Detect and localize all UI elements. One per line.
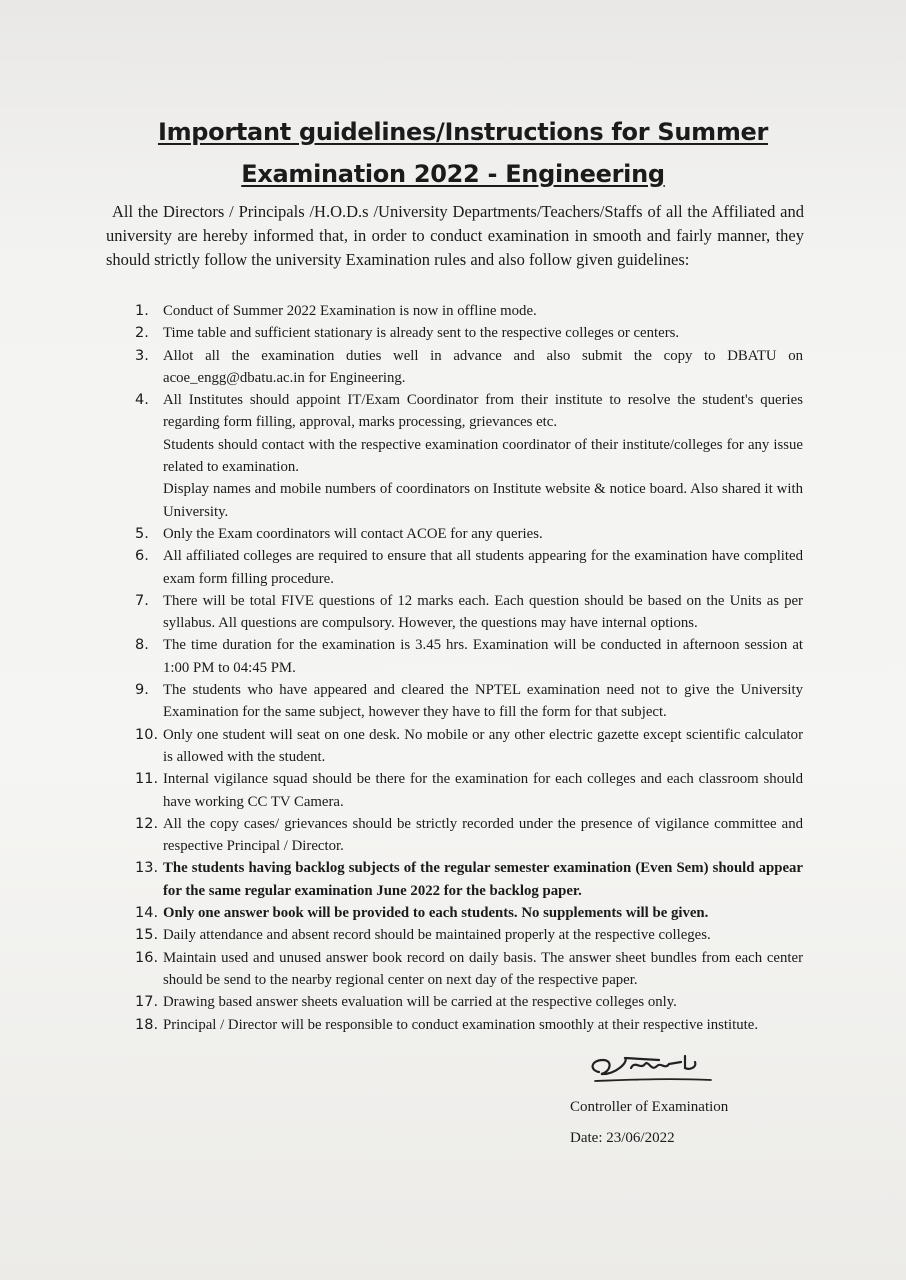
guideline-text: Daily attendance and absent record should be maintained properly at the respective colleges.: [163, 927, 711, 944]
guideline-number: 5.: [135, 525, 149, 542]
guideline-text: Internal vigilance squad should be there for the examination for each colleges and each classroom should have working CC TV Camera.: [163, 771, 803, 810]
guideline-item-3: [135, 345, 803, 390]
guideline-text: The students who have appeared and cleared the NPTEL examination need not to give the University Examination for the same subject, however they have to fill the form for that subject.: [163, 682, 803, 721]
guideline-text: All Institutes should appoint IT/Exam Coordinator from their institute to resolve the student's queries regarding form filling, approval, marks processing, grievances etc.: [163, 392, 803, 431]
guideline-text: The students having backlog subjects of the regular semester examination (Even Sem) should appear for the same regular examination June 2022 for the backlog paper.: [163, 860, 803, 899]
guideline-text: The time duration for the examination is 3.45 hrs. Examination will be conducted in afternoon session at 1:00 PM to 04:45 PM.: [163, 637, 803, 676]
guideline-text: Only the Exam coordinators will contact ACOE for any queries.: [163, 525, 543, 542]
document-title-line-2: Examination 2022 - Engineering: [241, 160, 665, 188]
guideline-number: 10.: [135, 726, 159, 743]
guideline-number: 11.: [135, 771, 159, 788]
guideline-number: 4.: [135, 392, 149, 409]
guideline-item-12: [135, 813, 803, 858]
guideline-text: Principal / Director will be responsible to conduct examination smoothly at their respective institute.: [163, 1016, 759, 1033]
guideline-number: 17.: [135, 994, 159, 1011]
guideline-number: 3.: [135, 347, 149, 364]
guideline-item-4: [135, 389, 803, 523]
guideline-item-17: [135, 991, 803, 1013]
guideline-text: Conduct of Summer 2022 Examination is now in offline mode.: [163, 303, 537, 319]
guideline-number: 14.: [135, 905, 159, 922]
document-date: Date: 23/06/2022: [570, 1130, 675, 1146]
guideline-item-18: [135, 1014, 803, 1036]
guideline-text-group: [163, 389, 803, 523]
guideline-item-5: [135, 523, 803, 545]
guideline-number: 7.: [135, 592, 149, 609]
guideline-text: Only one student will seat on one desk. No mobile or any other electric gazette except scientific calculator is allowed with the student.: [163, 726, 803, 765]
guideline-item-6: [135, 545, 803, 590]
guideline-item-15: [135, 924, 803, 946]
guideline-number: 2.: [135, 325, 149, 342]
guideline-item-2: [135, 322, 803, 344]
guideline-item-9: [135, 679, 803, 724]
guideline-number: 8.: [135, 637, 149, 654]
guideline-number: 16.: [135, 949, 159, 966]
guideline-text: There will be total FIVE questions of 12 marks each. Each question should be based on the Units as per syllabus. All questions are compulsory. However, the questions may have internal options.: [163, 592, 803, 632]
signatory-designation: Controller of Examination: [570, 1099, 729, 1115]
guideline-text: All affiliated colleges are required to ensure that all students appearing for the examination have complited exam form filling procedure.: [163, 548, 803, 587]
guideline-text: Allot all the examination duties well in advance and also submit the copy to DBATU on acoe_engg@dbatu.ac.in for Engineering.: [163, 347, 803, 386]
guideline-text-continued: Students should contact with the respective examination coordinator of their institute/colleges for any issue related to examination.: [163, 436, 803, 476]
guideline-item-1: [135, 300, 803, 322]
guideline-item-10: [135, 724, 803, 769]
guideline-number: 15.: [135, 927, 159, 944]
guideline-item-7: [135, 590, 803, 635]
guideline-text: All the copy cases/ grievances should be strictly recorded under the presence of vigilance committee and respective Principal / Director.: [163, 815, 803, 855]
guideline-number: 9.: [135, 682, 149, 699]
guideline-text-continued: Display names and mobile numbers of coordinators on Institute website & notice board. Also shared it with University.: [163, 481, 803, 520]
guideline-item-16: [135, 947, 803, 992]
guideline-number: 12.: [135, 815, 159, 832]
document-title-line-1: Important guidelines/Instructions for Summer: [157, 118, 769, 146]
intro-paragraph: All the Directors / Principals /H.O.D.s /University Departments/Teachers/Staffs of all the Affiliated and university are hereby informed that, in order to conduct examination in smooth and fairly manner, they should strictly follow the university Examination rules and also follow given guidelines:: [106, 202, 804, 269]
guideline-text: Time table and sufficient stationary is already sent to the respective colleges or centers.: [163, 325, 680, 342]
guideline-number: 13.: [135, 860, 159, 877]
guideline-item-11: [135, 768, 803, 813]
signature-image: [585, 1048, 715, 1092]
guideline-number: 1.: [135, 303, 149, 319]
guideline-text: Maintain used and unused answer book record on daily basis. The answer sheet bundles from each center should be send to the nearby regional center on next day of the respective paper.: [163, 949, 803, 988]
guideline-text: Only one answer book will be provided to each students. No supplements will be given.: [163, 905, 709, 922]
guideline-item-14: [135, 902, 803, 924]
guideline-item-13: [135, 857, 803, 902]
guidelines-list: [135, 300, 803, 1036]
guideline-item-8: [135, 634, 803, 679]
guideline-number: 18.: [135, 1016, 159, 1033]
guideline-number: 6.: [135, 548, 149, 565]
guideline-text: Drawing based answer sheets evaluation will be carried at the respective colleges only.: [163, 994, 677, 1011]
